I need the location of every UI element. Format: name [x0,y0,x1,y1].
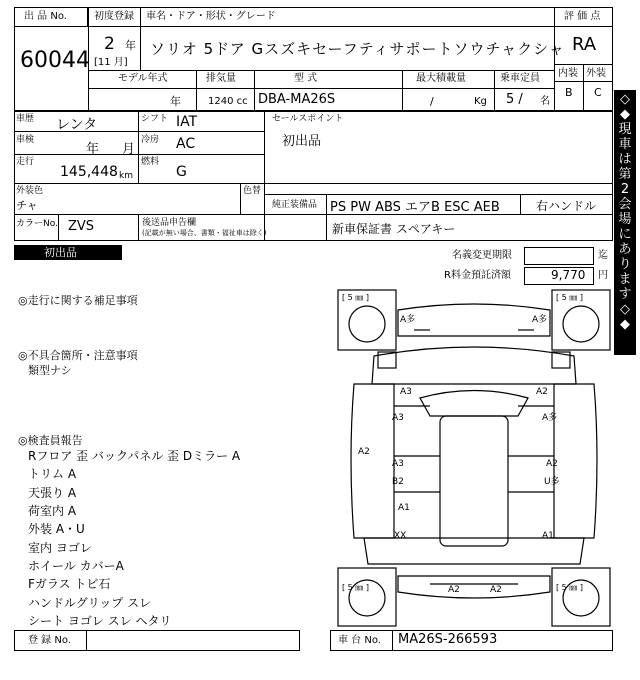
name-change-label: 名義変更期限 [452,250,512,261]
fuel: G [176,164,187,180]
capacity-label: 乗車定員 [500,73,540,84]
mark-a1-left: A1 [398,503,410,513]
tire-box-bottom-left [338,568,396,626]
reg-year: 2 [104,34,115,54]
shift: IAT [176,114,198,130]
inspection-label: 車検 [16,135,35,145]
sales-point-label: セールスポイント [272,114,344,124]
front-bumper [398,304,550,336]
first-reg-label: 初度登録 [94,11,134,22]
max-load-unit: Kg [474,96,487,107]
recycle-label: R料金預託済額 [444,270,511,281]
recycle-unit: 円 [598,270,608,281]
equipment: PS PW ABS エアB ESC AEB [330,200,500,215]
defects-title: ◎不具合箇所・注意事項 [18,349,138,362]
side-banner-text: ◇◆現車は第2会場にあります◇◆ [618,92,632,332]
inspector-item: シート ヨゴレ スレ ヘタリ [28,614,172,628]
type: DBA-MA26S [258,92,336,107]
docs: 新車保証書 スペアキー [332,222,456,236]
mark-front-right: A多 [532,315,548,325]
name-change-unit: 迄 [598,250,608,261]
fuel-label: 燃料 [141,157,160,167]
lot-no: 60044 [20,48,90,73]
driving-title: ◎走行に関する補足事項 [18,294,138,307]
ac-label: 冷房 [141,135,160,145]
interior-grade: B [565,86,573,99]
wheel-top-left [349,306,385,342]
windshield [420,391,528,417]
reg-year-unit: 年 [125,39,136,52]
mark-a3-top-left: A3 [400,387,412,397]
mileage: 145,448 [60,164,118,180]
color-no-label: カラーNo. [16,219,58,229]
mark-a2-left-side: A2 [358,447,370,457]
defect-item: 類型ナシ [28,364,72,377]
mark-a2-rear-right: A2 [490,585,502,595]
body-left [351,384,394,538]
car-name-label: 車名・ドア・形状・グレード [146,11,276,22]
inspection-year: 年 [86,142,100,157]
mileage-label: 走行 [16,157,35,167]
mark-front-left: A多 [400,315,416,325]
exterior-label: 外装 [586,68,606,79]
history-label: 車歴 [16,114,35,124]
mark-a2-rear-left: A2 [448,585,460,595]
mileage-unit: km [119,171,133,181]
inspector-item: ハンドルグリップ スレ [28,596,152,610]
mark-b2-left: B2 [392,477,404,487]
mark-u-multi-right: U多 [544,477,560,487]
rating-label: 評 価 点 [564,11,601,22]
model-year-label: モデル年式 [118,73,168,84]
inspector-item: Rフロア 歪 バックパネル 歪 Dミラー A [28,449,241,463]
ac: AC [176,136,196,152]
car-name: ソリオ 5ドア Gスズキセーフティサポートソウチャクシャ [150,40,565,58]
inspector-item: Fガラス トビ石 [28,577,111,591]
chassis-label: 車 台 No. [338,635,381,646]
mark-a1-right: A1 [542,531,554,541]
chassis: MA26S-266593 [398,632,498,647]
mark-a3-lower-left: A3 [392,459,404,469]
history: レンタ [56,117,98,133]
roof [440,416,508,546]
capacity-unit: 名 [540,96,550,107]
type-label: 型 式 [294,73,318,84]
inspection-month: 月 [122,142,136,157]
inspector-item: ホイール カバーA [28,559,124,573]
docs-note: (記載が無い場合、書類・福祉車は除く) [142,229,267,237]
rating: RA [572,34,597,55]
mark-a-multi-right: A多 [542,413,558,423]
tire-label-top-left: [ 5 ㎜ ] [342,293,369,302]
shift-label: シフト [141,114,169,124]
rear-bumper [398,576,550,598]
rear-hatch [364,538,584,564]
color: チャ [16,199,38,212]
model-year-unit: 年 [170,95,181,108]
capacity: 5 / [506,92,523,107]
lot-no-label: 出 品 No. [24,11,67,22]
tire-label-bottom-right: [ 5 ㎜ ] [556,583,583,592]
exterior-grade: C [594,86,602,99]
max-load: / [430,95,434,108]
tire-label-bottom-left: [ 5 ㎜ ] [342,583,369,592]
docs-label: 後送品申告欄 [142,218,197,228]
mark-xx-left: XX [394,531,407,541]
front-hood [372,347,576,384]
displacement: 1240 cc [208,96,248,107]
first-listing-text: 初出品 [44,246,77,259]
color-no: ZVS [68,219,95,234]
color-label: 外装色 [16,186,44,196]
handle: 右ハンドル [536,199,597,213]
mark-a2-lower-right: A2 [546,459,558,469]
mark-a3-mid-left: A3 [392,413,404,423]
color-change-label: 色替 [243,186,262,196]
tire-box-bottom-right [552,568,610,626]
displacement-label: 排気量 [206,73,236,84]
inspector-title: ◎検査員報告 [18,434,83,447]
sales-point: 初出品 [282,134,322,149]
body-right [554,384,597,538]
car-diagram [334,288,614,630]
max-load-label: 最大積載量 [416,73,466,84]
mark-a2-top-right: A2 [536,387,548,397]
inspector-item: 天張り A [28,486,77,500]
tire-label-top-right: [ 5 ㎜ ] [556,293,583,302]
interior-label: 内装 [558,68,578,79]
inspector-item: 荷室内 A [28,504,77,518]
wheel-top-right [563,306,599,342]
inspector-item: 外装 A・U [28,522,85,536]
reg-month: [11 月] [94,57,128,68]
name-change-box [524,247,594,265]
equipment-label: 純正装備品 [272,200,318,210]
recycle-amount: 9,770 [551,268,586,282]
inspector-item: トリム A [28,467,77,481]
reg-no-label: 登 録 No. [28,635,71,646]
inspector-item: 室内 ヨゴレ [28,541,92,555]
